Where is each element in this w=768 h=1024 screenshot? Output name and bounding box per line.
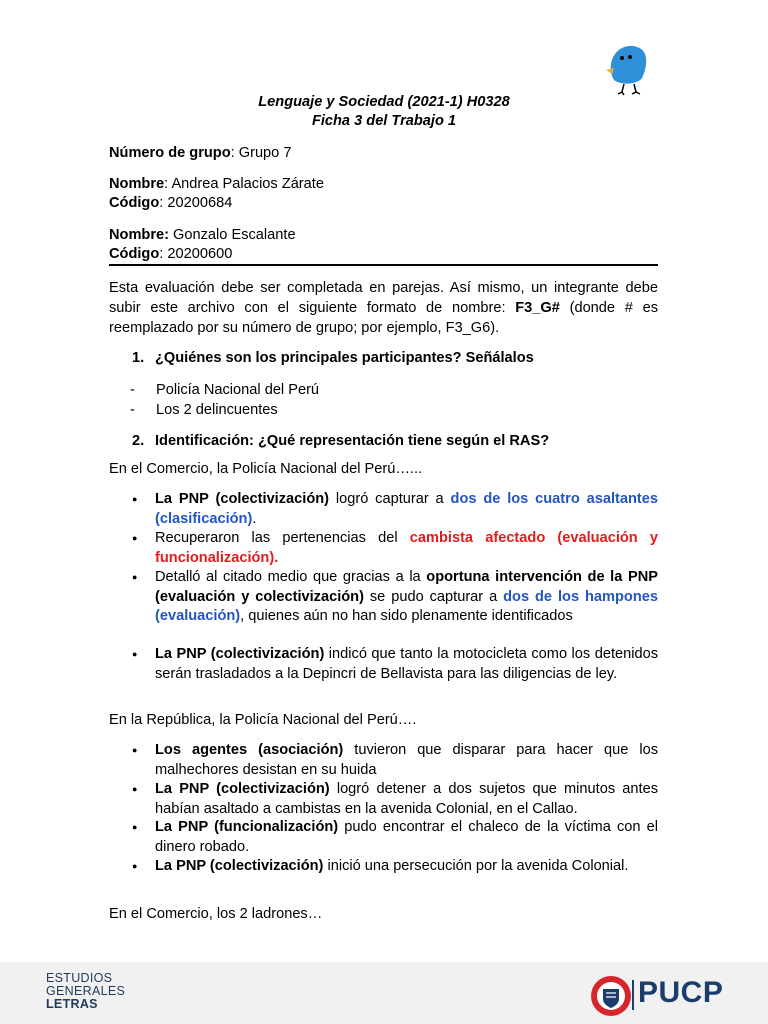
bold-term: La PNP (colectivización) <box>155 858 324 874</box>
question-number: 2. <box>132 433 145 449</box>
list-item: - Policía Nacional del Perú <box>130 382 320 398</box>
logo-text: ESTUDIOS <box>46 971 113 985</box>
doc-subtitle: Ficha 3 del Trabajo 1 <box>311 113 457 129</box>
highlight-blue: dos de los hampones (evaluación) <box>155 588 658 624</box>
logo-text: LETRAS <box>46 997 98 1011</box>
question-text: Identificación: ¿Qué representación tiene según el RAS? <box>155 433 550 449</box>
item-text: se pudo capturar a <box>363 588 504 605</box>
blue-bird-icon <box>600 40 660 96</box>
code-label: Código <box>109 195 160 211</box>
pucp-logo-text: PUCP <box>638 976 724 1009</box>
instructions-paragraph <box>109 279 658 338</box>
participant: Policía Nacional del Perú <box>156 382 320 398</box>
group-label: Número de grupo <box>109 145 231 161</box>
item-text: pudo encontrar el chaleco de la víctima con el dinero robado. <box>155 819 659 855</box>
pucp-seal-icon <box>590 975 632 1017</box>
bold-term: La PNP (funcionalización) <box>155 819 339 835</box>
question-number: 1. <box>132 350 145 366</box>
item-text: Detalló al citado medio que gracias a la <box>155 569 427 585</box>
list-item <box>155 645 658 684</box>
list-item <box>155 568 658 627</box>
highlight-blue: dos de los cuatro asaltantes (clasificación) <box>155 491 658 527</box>
name-label: Nombre: <box>109 227 169 243</box>
member1-name-line <box>109 176 324 192</box>
item-text: Recuperaron las pertenencias del <box>155 530 410 546</box>
file-format: F3_G# <box>515 299 560 316</box>
item-text-end: . <box>274 549 279 566</box>
item-text: tuvieron que disparar para hacer que los malhechores desistan en su huida <box>155 742 658 778</box>
group-line <box>109 145 291 161</box>
item-text: indicó que tanto la motocicleta como los detenidos serán trasladados a la Depincri de Bellavista para las diligencias de ley. <box>155 646 659 682</box>
name-value: Gonzalo Escalante <box>169 227 296 243</box>
bold-term: La PNP (colectivización) <box>155 646 325 662</box>
question-2 <box>132 433 549 449</box>
question-text: ¿Quiénes son los principales participantes? Señálalos <box>155 350 534 366</box>
logo-divider <box>632 980 634 1010</box>
divider <box>109 264 658 266</box>
comercio2-intro: En el Comercio, los 2 ladrones… <box>109 906 323 922</box>
list-item: - Los 2 delincuentes <box>130 402 278 418</box>
member1-code-line <box>109 195 232 211</box>
bold-term: Los agentes (asociación) <box>155 742 344 758</box>
code-value: : 20200684 <box>159 195 233 211</box>
member2-name-line <box>109 227 296 243</box>
item-text-end: . <box>252 510 257 527</box>
bold-term: La PNP (colectivización) <box>155 491 330 507</box>
name-value: : Andrea Palacios Zárate <box>164 176 324 192</box>
item-text: inició una persecución por la avenida Colonial. <box>323 858 629 874</box>
item-text: logró capturar a <box>329 491 451 507</box>
bold-term: La PNP (colectivización) <box>155 781 330 797</box>
code-label: Código <box>109 246 160 262</box>
list-item <box>155 780 658 819</box>
member2-code-line <box>109 246 232 262</box>
intro-text: Esta evaluación debe ser completada en parejas. Así mismo, un integrante debe subir este archivo con el siguiente formato de nombre: <box>109 280 658 316</box>
highlight-red: cambista afectado (evaluación y funcionalización) <box>155 530 659 566</box>
list-item <box>155 741 658 780</box>
estudios-generales-logo <box>46 972 125 1011</box>
intro-text-end: (donde # es reemplazado por su número de grupo; por ejemplo, F3_G6). <box>109 299 658 336</box>
item-text-end: , quienes aún no han sido plenamente identificados <box>240 608 573 624</box>
comercio-intro: En el Comercio, la Policía Nacional del Perú…... <box>109 461 423 477</box>
list-item <box>155 490 658 529</box>
question-1 <box>132 350 534 366</box>
bold-term: oportuna intervención de la PNP (evaluación y colectivización) <box>155 569 658 605</box>
republica-intro: En la República, la Policía Nacional del Perú…. <box>109 712 417 728</box>
list-item <box>155 529 658 568</box>
logo-text: GENERALES <box>46 984 126 998</box>
code-value: : 20200600 <box>159 246 233 262</box>
participant: Los 2 delincuentes <box>156 402 278 418</box>
doc-title: Lenguaje y Sociedad (2021-1) H0328 <box>258 94 510 110</box>
list-item <box>155 857 658 877</box>
list-item <box>155 818 658 857</box>
name-label: Nombre <box>109 176 165 192</box>
item-text: logró detener a dos sujetos que minutos antes habían asaltado a cambistas en la avenida Colonial, en el Callao. <box>155 781 659 817</box>
group-value: : Grupo 7 <box>230 145 292 161</box>
